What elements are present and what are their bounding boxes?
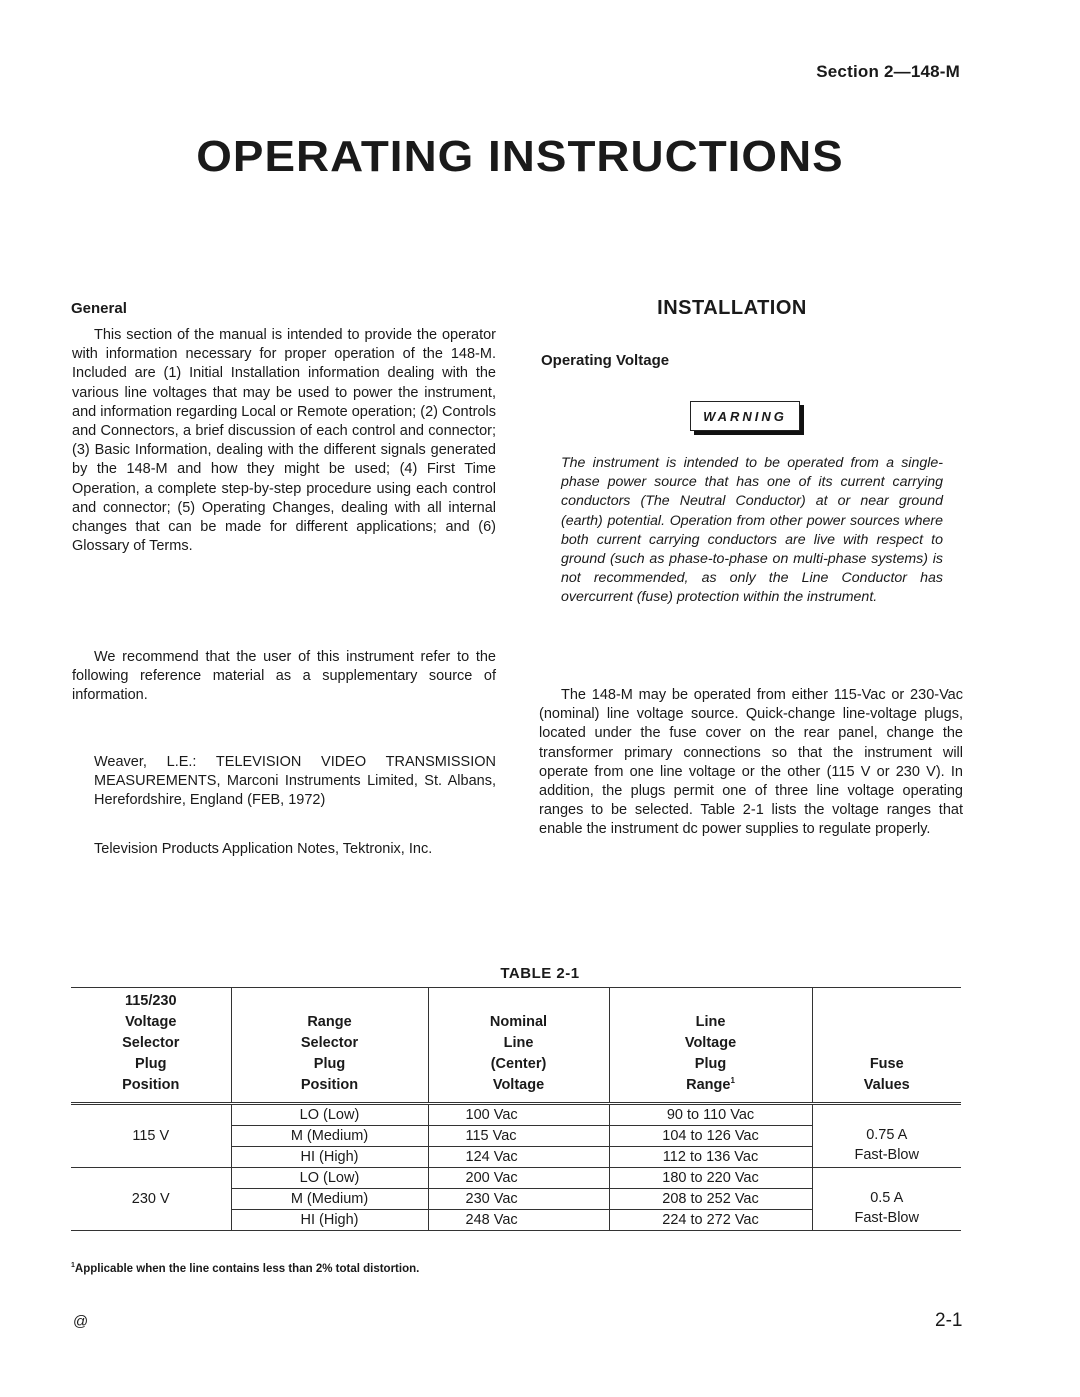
range-cell: LO (Low) (231, 1104, 428, 1126)
nominal-cell: 230 Vac (428, 1189, 609, 1210)
warning-paragraph: The instrument is intended to be operated from a single-phase power source that has one of its current carrying conductors (The Neutral Conductor) at or near ground (earth) potential. Operation from other power sources where both current carrying conductors are live with respect to ground (such as phase-to-phase on multi-phase systems) is not recommended, as only the Line Conductor has overcurrent (fuse) protection within the instrument. (561, 455, 943, 606)
nominal-cell: 248 Vac (428, 1210, 609, 1231)
nominal-cell: 115 Vac (428, 1126, 609, 1147)
footnote-marker: 1 (71, 1262, 75, 1269)
fuse-cell: 0.75 A Fast-Blow (812, 1104, 961, 1168)
nominal-cell: 200 Vac (428, 1168, 609, 1189)
footnote-marker: 1 (730, 1076, 735, 1086)
voltage-selector-cell: 230 V (71, 1168, 231, 1231)
table-2-1 (71, 987, 961, 1231)
voltage-table (71, 987, 961, 1231)
line-range-cell: 224 to 272 Vac (609, 1210, 812, 1231)
nominal-cell: 124 Vac (428, 1147, 609, 1168)
general-paragraph: This section of the manual is intended to provide the operator with information necessary for proper operation of the 148-M. Included are (1) Initial Installation information dealing with the various line voltages that may be used to power the instrument, and information regarding Local or Remote operation; (2) Controls and Connectors, a brief discussion of each control and connector; (3) Basic Information, dealing with the different signals generated by the 148-M and how they might be used; (4) First Time Operation, a complete step-by-step procedure using each control and connector; (5) Operating Changes, dealing with all internal changes that can be made for different applications; and (6) Glossary of Terms. (72, 327, 496, 555)
header-nominal-voltage: Nominal Line (Center) Voltage (428, 988, 609, 1104)
voltage-selector-cell: 115 V (71, 1104, 231, 1168)
line-range-cell: 112 to 136 Vac (609, 1147, 812, 1168)
range-cell: M (Medium) (231, 1189, 428, 1210)
table-header-row (71, 988, 961, 1104)
header-fuse-values: Fuse Values (812, 988, 961, 1104)
reference-item: Television Products Application Notes, Tektronix, Inc. (94, 841, 433, 857)
table-footnote: $^1$Applicable when the line contains less than 2% total distortion. (71, 1262, 420, 1275)
line-range-cell: 208 to 252 Vac (609, 1189, 812, 1210)
range-cell: M (Medium) (231, 1126, 428, 1147)
fuse-cell: 0.5 A Fast-Blow (812, 1168, 961, 1231)
table-caption: TABLE 2-1 (500, 965, 580, 982)
table-row (71, 1168, 961, 1189)
nominal-cell: 100 Vac (428, 1104, 609, 1126)
range-cell: HI (High) (231, 1147, 428, 1168)
line-range-cell: 180 to 220 Vac (609, 1168, 812, 1189)
header-voltage-selector: 115/230 Voltage Selector Plug Position (71, 988, 231, 1104)
page-symbol: @ (73, 1313, 89, 1330)
warning-label: WARNING (703, 408, 787, 424)
section-label: Section 2—148-M (816, 62, 960, 81)
installation-heading: INSTALLATION (657, 297, 807, 319)
page-title: OPERATING INSTRUCTIONS (196, 132, 844, 181)
header-line-voltage-range: Line Voltage Plug Range$^1$ (609, 988, 812, 1104)
page-number: 2-1 (935, 1310, 963, 1331)
range-cell: LO (Low) (231, 1168, 428, 1189)
operating-voltage-paragraph: The 148-M may be operated from either 115-Vac or 230-Vac (nominal) line voltage source. Quick-change line-voltage plugs, located under the fuse cover on the rear panel, change the transformer primary connections so that the instrument will operate from one line voltage or the other (115 V or 230 V). In addition, the plugs permit one of three line voltage operating ranges to be selected. Table 2-1 lists the voltage ranges that enable the instrument dc power supplies to regulate properly. (539, 687, 963, 838)
line-range-cell: 104 to 126 Vac (609, 1126, 812, 1147)
line-range-cell: 90 to 110 Vac (609, 1104, 812, 1126)
header-range-selector: Range Selector Plug Position (231, 988, 428, 1104)
warning-badge (690, 401, 800, 431)
range-cell: HI (High) (231, 1210, 428, 1231)
recommend-paragraph: We recommend that the user of this instrument refer to the following reference material as a supplementary source of information. (72, 649, 496, 704)
reference-item: Weaver, L.E.: TELEVISION VIDEO TRANSMISSION MEASUREMENTS, Marconi Instruments Limited, St. Albans, Herefordshire, England (FEB, 1972) (94, 754, 496, 809)
table-row (71, 1104, 961, 1126)
general-heading: General (71, 300, 127, 317)
operating-voltage-heading: Operating Voltage (541, 352, 670, 369)
